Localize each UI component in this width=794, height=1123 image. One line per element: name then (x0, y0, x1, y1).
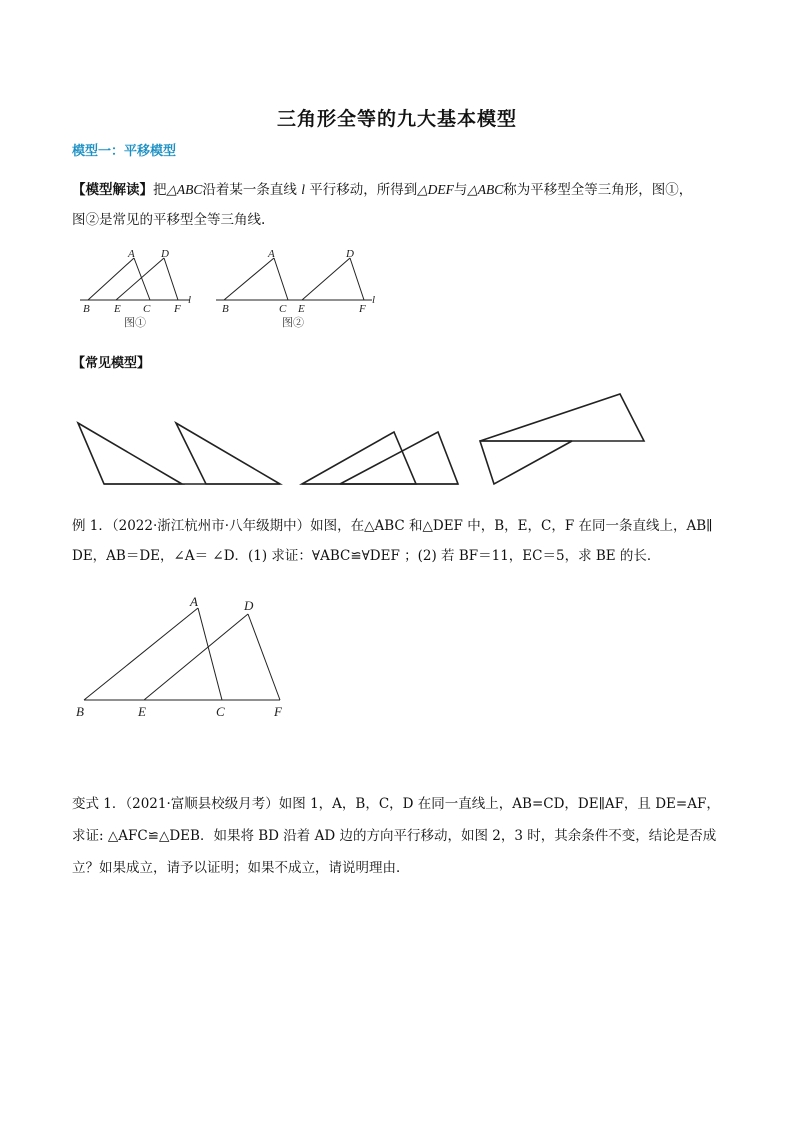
label-b: B (83, 303, 90, 315)
label-l: l (372, 294, 376, 306)
label-d: D (161, 248, 169, 260)
label-f: F (359, 303, 366, 315)
segment-ab (84, 608, 198, 700)
figure-1-caption: 图① (124, 316, 146, 329)
common-models-figures (74, 388, 654, 492)
segment-df (248, 614, 280, 700)
figure-1 (80, 258, 190, 300)
example-1-line-2: DE，AB＝DE，∠A＝ ∠D．(1) 求证：∀ABC≌∀DEF ；(2) 若 BF＝11，EC＝5，求 BE 的长． (72, 548, 661, 564)
segment-ab (224, 258, 274, 300)
label-e: E (138, 704, 146, 719)
page-title: 三角形全等的九大基本模型 (276, 108, 517, 130)
explain-heading: 【模型解读】 (72, 182, 153, 198)
label-b: B (222, 303, 229, 315)
explain-text: 平行移动，所得到 (309, 182, 418, 198)
label-a: A (128, 248, 135, 260)
segment-df (164, 258, 178, 300)
label-f: F (274, 704, 282, 719)
triangle-abc: △ABC (467, 182, 504, 197)
segment-ed (116, 258, 164, 300)
label-a: A (268, 248, 275, 260)
segment-ed (144, 614, 248, 700)
label-e: E (114, 303, 121, 315)
label-l: l (188, 294, 192, 306)
model-triangle-2 (176, 423, 280, 484)
model-triangle-6 (480, 441, 572, 484)
label-c: C (143, 303, 151, 315)
model-triangle-1 (78, 423, 182, 484)
figure-2-caption: 图② (282, 316, 304, 329)
label-a: A (190, 594, 198, 609)
section-heading: 模型一：平移模型 (72, 144, 177, 159)
explain-text: 沿着某一条直线 (202, 182, 297, 198)
example-1-line-1: 例 1．（2022·浙江杭州市·八年级期中）如图，在△ABC 和△DEF 中，B，E，C，F 在同一条直线上，AB∥ (72, 518, 713, 534)
label-c: C (279, 303, 287, 315)
segment-ab (88, 258, 134, 300)
label-b: B (76, 704, 84, 719)
variant-1-line-3: 立？如果成立，请予以证明；如果不成立，请说明理由． (72, 860, 410, 876)
line-l: l (301, 182, 305, 197)
common-models-heading: 【常见模型】 (72, 356, 151, 371)
label-f: F (174, 303, 181, 315)
segment-ac (274, 258, 288, 300)
segment-df (350, 258, 364, 300)
example-1-figure (72, 592, 296, 722)
triangle-abc: △ABC (166, 182, 203, 197)
explain-line-2: 图②是常见的平移型全等三角线. (72, 212, 266, 228)
label-c: C (216, 704, 225, 719)
segment-ac (134, 258, 150, 300)
model-triangle-5 (480, 394, 644, 441)
translation-figures (70, 244, 390, 336)
model-triangle-4 (340, 432, 458, 484)
model-triangle-3 (302, 432, 416, 484)
label-e: E (298, 303, 305, 315)
explain-text: 与 (453, 182, 468, 198)
label-d: D (244, 598, 254, 613)
explain-text: 称为平移型全等三角形，图①， (503, 182, 693, 198)
explain-text: 把 (153, 182, 167, 198)
explain-line-1 (72, 176, 732, 204)
label-d: D (346, 248, 354, 260)
triangle-def: △DEF (417, 182, 454, 197)
figure-2 (216, 258, 372, 300)
variant-1-line-2: 求证: △AFC≌△DEB．如果将 BD 沿着 AD 边的方向平行移动，如图 2，3 时，其余条件不变，结论是否成 (72, 828, 717, 844)
segment-ed (302, 258, 350, 300)
segment-ac (198, 608, 222, 700)
variant-1-line-1: 变式 1．（2021·富顺县校级月考）如图 1，A，B，C，D 在同一直线上，AB=CD，DE∥AF，且 DE=AF， (72, 796, 720, 812)
